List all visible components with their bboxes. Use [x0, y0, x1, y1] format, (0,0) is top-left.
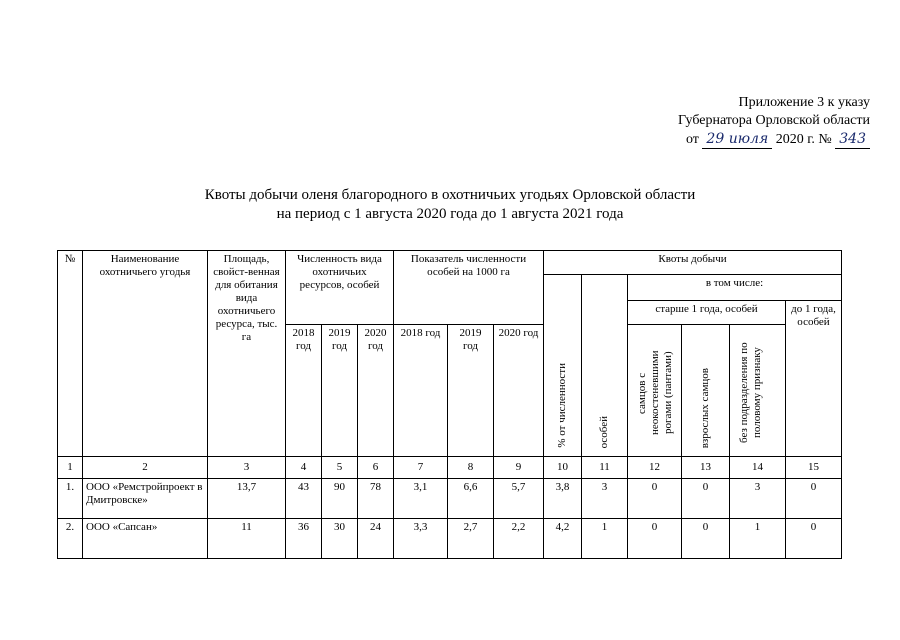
row-nosex: 3: [730, 479, 786, 519]
col-number: 3: [208, 457, 286, 479]
col-number: 12: [628, 457, 682, 479]
row-pop-2019: 90: [322, 479, 358, 519]
row-under1: 0: [786, 479, 842, 519]
header-den-2019: 2019 год: [448, 325, 494, 457]
header-population: Численность вида охотничьих ресурсов, особей: [286, 251, 394, 325]
row-pop-2020: 24: [358, 519, 394, 559]
header-pct: % от численности: [544, 275, 582, 457]
title-line-2: на период с 1 августа 2020 года до 1 августа 2021 года: [276, 206, 624, 222]
column-number-row: [58, 457, 842, 479]
header-pop-2020: 2020 год: [358, 325, 394, 457]
header-density: Показатель численности особей на 1000 га: [394, 251, 544, 325]
row-pop-2018: 43: [286, 479, 322, 519]
col-number: 5: [322, 457, 358, 479]
header-count: особей: [582, 275, 628, 457]
row-adult: 0: [682, 519, 730, 559]
row-velvet: 0: [628, 519, 682, 559]
col-number: 11: [582, 457, 628, 479]
header-adult-males: взрослых самцов: [682, 325, 730, 457]
header-den-2018: 2018 год: [394, 325, 448, 457]
date-handwritten: [702, 130, 772, 149]
header-pop-2018: 2018 год: [286, 325, 322, 457]
row-pct: 3,8: [544, 479, 582, 519]
row-den-2020: 5,7: [494, 479, 544, 519]
row-pop-2020: 78: [358, 479, 394, 519]
row-name: ООО «Ремстройпроект в Дмитровске»: [83, 479, 208, 519]
header-no-sex: без подразделения по половому признаку: [730, 325, 786, 457]
col-number: 2: [83, 457, 208, 479]
row-den-2019: 6,6: [448, 479, 494, 519]
row-nosex: 1: [730, 519, 786, 559]
col-number: 9: [494, 457, 544, 479]
appendix-header: [600, 94, 870, 149]
col-number: 15: [786, 457, 842, 479]
row-den-2020: 2,2: [494, 519, 544, 559]
col-number: 4: [286, 457, 322, 479]
table-row: [58, 519, 842, 559]
row-count: 1: [582, 519, 628, 559]
date-month: июля: [728, 131, 769, 147]
row-pop-2019: 30: [322, 519, 358, 559]
appendix-line-2: Губернатора Орловской области: [677, 113, 870, 128]
header-quotas: Квоты добычи: [544, 251, 842, 275]
row-velvet: 0: [628, 479, 682, 519]
row-pct: 4,2: [544, 519, 582, 559]
col-number: 8: [448, 457, 494, 479]
row-name: ООО «Сапсан»: [83, 519, 208, 559]
row-pop-2018: 36: [286, 519, 322, 559]
header-including: в том числе:: [628, 275, 842, 301]
order-number: 343: [835, 130, 870, 149]
col-number: 6: [358, 457, 394, 479]
table-row: [58, 479, 842, 519]
header-num: №: [58, 251, 83, 457]
row-area: 13,7: [208, 479, 286, 519]
header-den-2020: 2020 год: [494, 325, 544, 457]
title-line-1: Квоты добычи оленя благородного в охотничьих угодьях Орловской области: [204, 187, 696, 203]
date-prefix: от: [685, 132, 699, 147]
row-count: 3: [582, 479, 628, 519]
header-pop-2019: 2019 год: [322, 325, 358, 457]
date-year-suffix: 2020 г. №: [775, 132, 832, 147]
date-day: 29: [706, 131, 725, 147]
appendix-line-1: Приложение 3 к указу: [738, 95, 870, 110]
col-number: 10: [544, 457, 582, 479]
appendix-date-line: [600, 130, 870, 149]
header-under1: до 1 года, особей: [786, 301, 842, 457]
header-males-velvet: самцов с неокостеневшими рогами (пантами): [628, 325, 682, 457]
quota-table: [57, 250, 842, 559]
row-den-2018: 3,3: [394, 519, 448, 559]
col-number: 14: [730, 457, 786, 479]
col-number: 1: [58, 457, 83, 479]
row-adult: 0: [682, 479, 730, 519]
col-number: 13: [682, 457, 730, 479]
header-name: Наименование охотничьего угодья: [83, 251, 208, 457]
document-title: [90, 186, 810, 224]
row-den-2019: 2,7: [448, 519, 494, 559]
header-older: старше 1 года, особей: [628, 301, 786, 325]
row-num: 2.: [58, 519, 83, 559]
header-area: Площадь, свойст-венная для обитания вида охотничьего ресурса, тыс. га: [208, 251, 286, 457]
col-number: 7: [394, 457, 448, 479]
row-den-2018: 3,1: [394, 479, 448, 519]
row-area: 11: [208, 519, 286, 559]
row-under1: 0: [786, 519, 842, 559]
row-num: 1.: [58, 479, 83, 519]
